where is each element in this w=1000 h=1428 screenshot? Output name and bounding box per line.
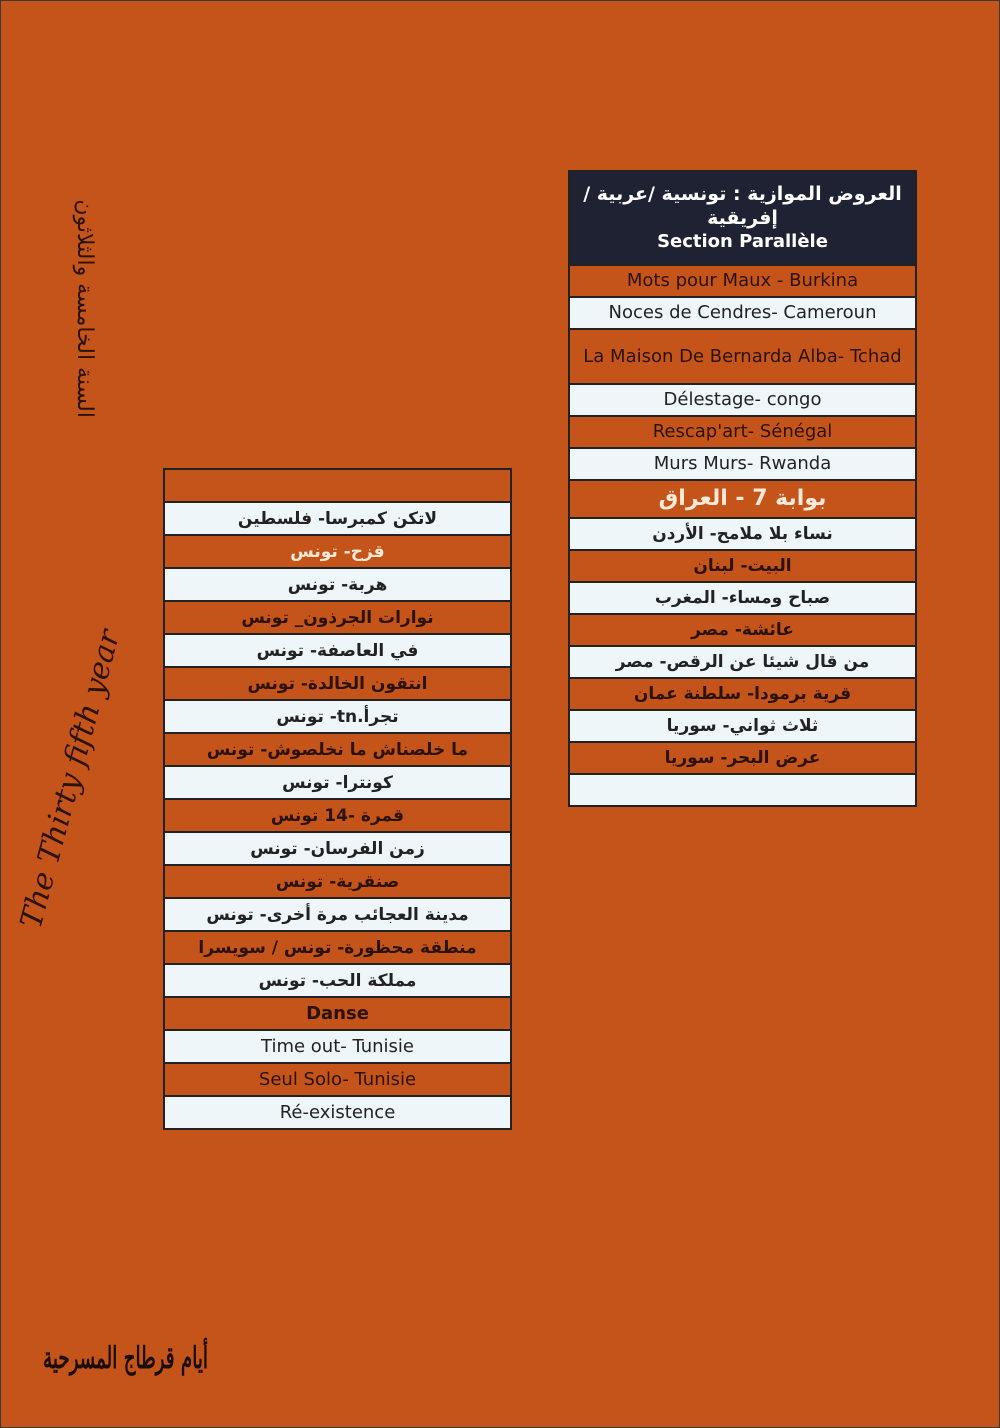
empty-cell [569, 774, 916, 806]
table-row [164, 1030, 511, 1063]
show-cell: مدينة العجائب مرة أخرى- تونس [164, 898, 511, 931]
show-cell: من قال شيئا عن الرقص- مصر [569, 646, 916, 678]
table-header [569, 171, 916, 265]
table-row [164, 601, 511, 634]
section-label-danse: Danse [164, 997, 511, 1030]
show-cell: Rescap'art- Sénégal [569, 416, 916, 448]
side-title-english: The Thirty fifth year [13, 626, 128, 933]
show-cell: منطقة محظورة- تونس / سويسرا [164, 931, 511, 964]
table-row [569, 614, 916, 646]
table-row [164, 898, 511, 931]
table-row [569, 742, 916, 774]
table-row [164, 502, 511, 535]
table-row [569, 550, 916, 582]
show-cell: تجرأ.tn- تونس [164, 700, 511, 733]
table-row [164, 700, 511, 733]
tunisian-section-table [163, 468, 512, 1130]
show-cell: زمن الفرسان- تونس [164, 832, 511, 865]
show-cell: صباح ومساء- المغرب [569, 582, 916, 614]
table-row [164, 964, 511, 997]
table-row [569, 646, 916, 678]
parallel-section-table [568, 170, 917, 807]
show-cell: في العاصفة- تونس [164, 634, 511, 667]
table-row [164, 469, 511, 502]
table-row [569, 448, 916, 480]
show-cell: هربة- تونس [164, 568, 511, 601]
table-row [569, 265, 916, 297]
table-row [164, 535, 511, 568]
show-cell: انتقون الخالدة- تونس [164, 667, 511, 700]
show-cell: Seul Solo- Tunisie [164, 1063, 511, 1096]
table-row [164, 931, 511, 964]
show-cell: قمرة -14 تونس [164, 799, 511, 832]
table-row [569, 710, 916, 742]
show-cell: صنقرية- تونس [164, 865, 511, 898]
header-arabic: العروض الموازية : تونسية /عربية / إفريقية [583, 183, 902, 229]
show-cell: Délestage- congo [569, 384, 916, 416]
table-row [164, 799, 511, 832]
table-row [569, 582, 916, 614]
table-row [164, 997, 511, 1030]
show-cell: مملكة الحب- تونس [164, 964, 511, 997]
show-cell: Time out- Tunisie [164, 1030, 511, 1063]
table-row [164, 667, 511, 700]
show-cell: Noces de Cendres- Cameroun [569, 297, 916, 329]
show-cell: قرية برمودا- سلطنة عمان [569, 678, 916, 710]
show-cell: ثلاث ثواني- سوريا [569, 710, 916, 742]
table-row [164, 568, 511, 601]
table-row [569, 384, 916, 416]
table-row [569, 774, 916, 806]
festival-logo [36, 1316, 314, 1396]
table-header-cell [569, 171, 916, 265]
show-cell: نساء بلا ملامح- الأردن [569, 518, 916, 550]
show-cell: البيت- لبنان [569, 550, 916, 582]
show-cell: لاتكن كمبرسا- فلسطين [164, 502, 511, 535]
show-cell: La Maison De Bernarda Alba- Tchad [569, 329, 916, 384]
show-cell: Ré-existence [164, 1096, 511, 1129]
side-title-arabic: السنة الخامسة والثلاثون [72, 199, 97, 418]
table-row [569, 329, 916, 384]
table-row [569, 518, 916, 550]
table-row [164, 634, 511, 667]
show-cell: عائشة- مصر [569, 614, 916, 646]
show-cell: ما خلصناش ما نخلصوش- تونس [164, 733, 511, 766]
table-row [569, 678, 916, 710]
table-row [164, 865, 511, 898]
show-cell: Mots pour Maux - Burkina [569, 265, 916, 297]
side-title [13, 199, 128, 940]
show-cell: Murs Murs- Rwanda [569, 448, 916, 480]
show-cell: بوابة 7 - العراق [569, 480, 916, 518]
show-cell: عرض البحر- سوريا [569, 742, 916, 774]
show-cell: كونترا- تونس [164, 766, 511, 799]
table-row [164, 766, 511, 799]
empty-cell [164, 469, 511, 502]
header-french: Section Parallèle [657, 231, 828, 252]
table-row [164, 733, 511, 766]
table-row [164, 1063, 511, 1096]
show-cell: نوارات الجرذون_ تونس [164, 601, 511, 634]
table-row [569, 480, 916, 518]
logo-text: أيام قرطاج المسرحية [43, 1341, 314, 1376]
table-row [569, 416, 916, 448]
table-row [164, 832, 511, 865]
table-row [164, 1096, 511, 1129]
show-cell: قزح- تونس [164, 535, 511, 568]
table-row [569, 297, 916, 329]
